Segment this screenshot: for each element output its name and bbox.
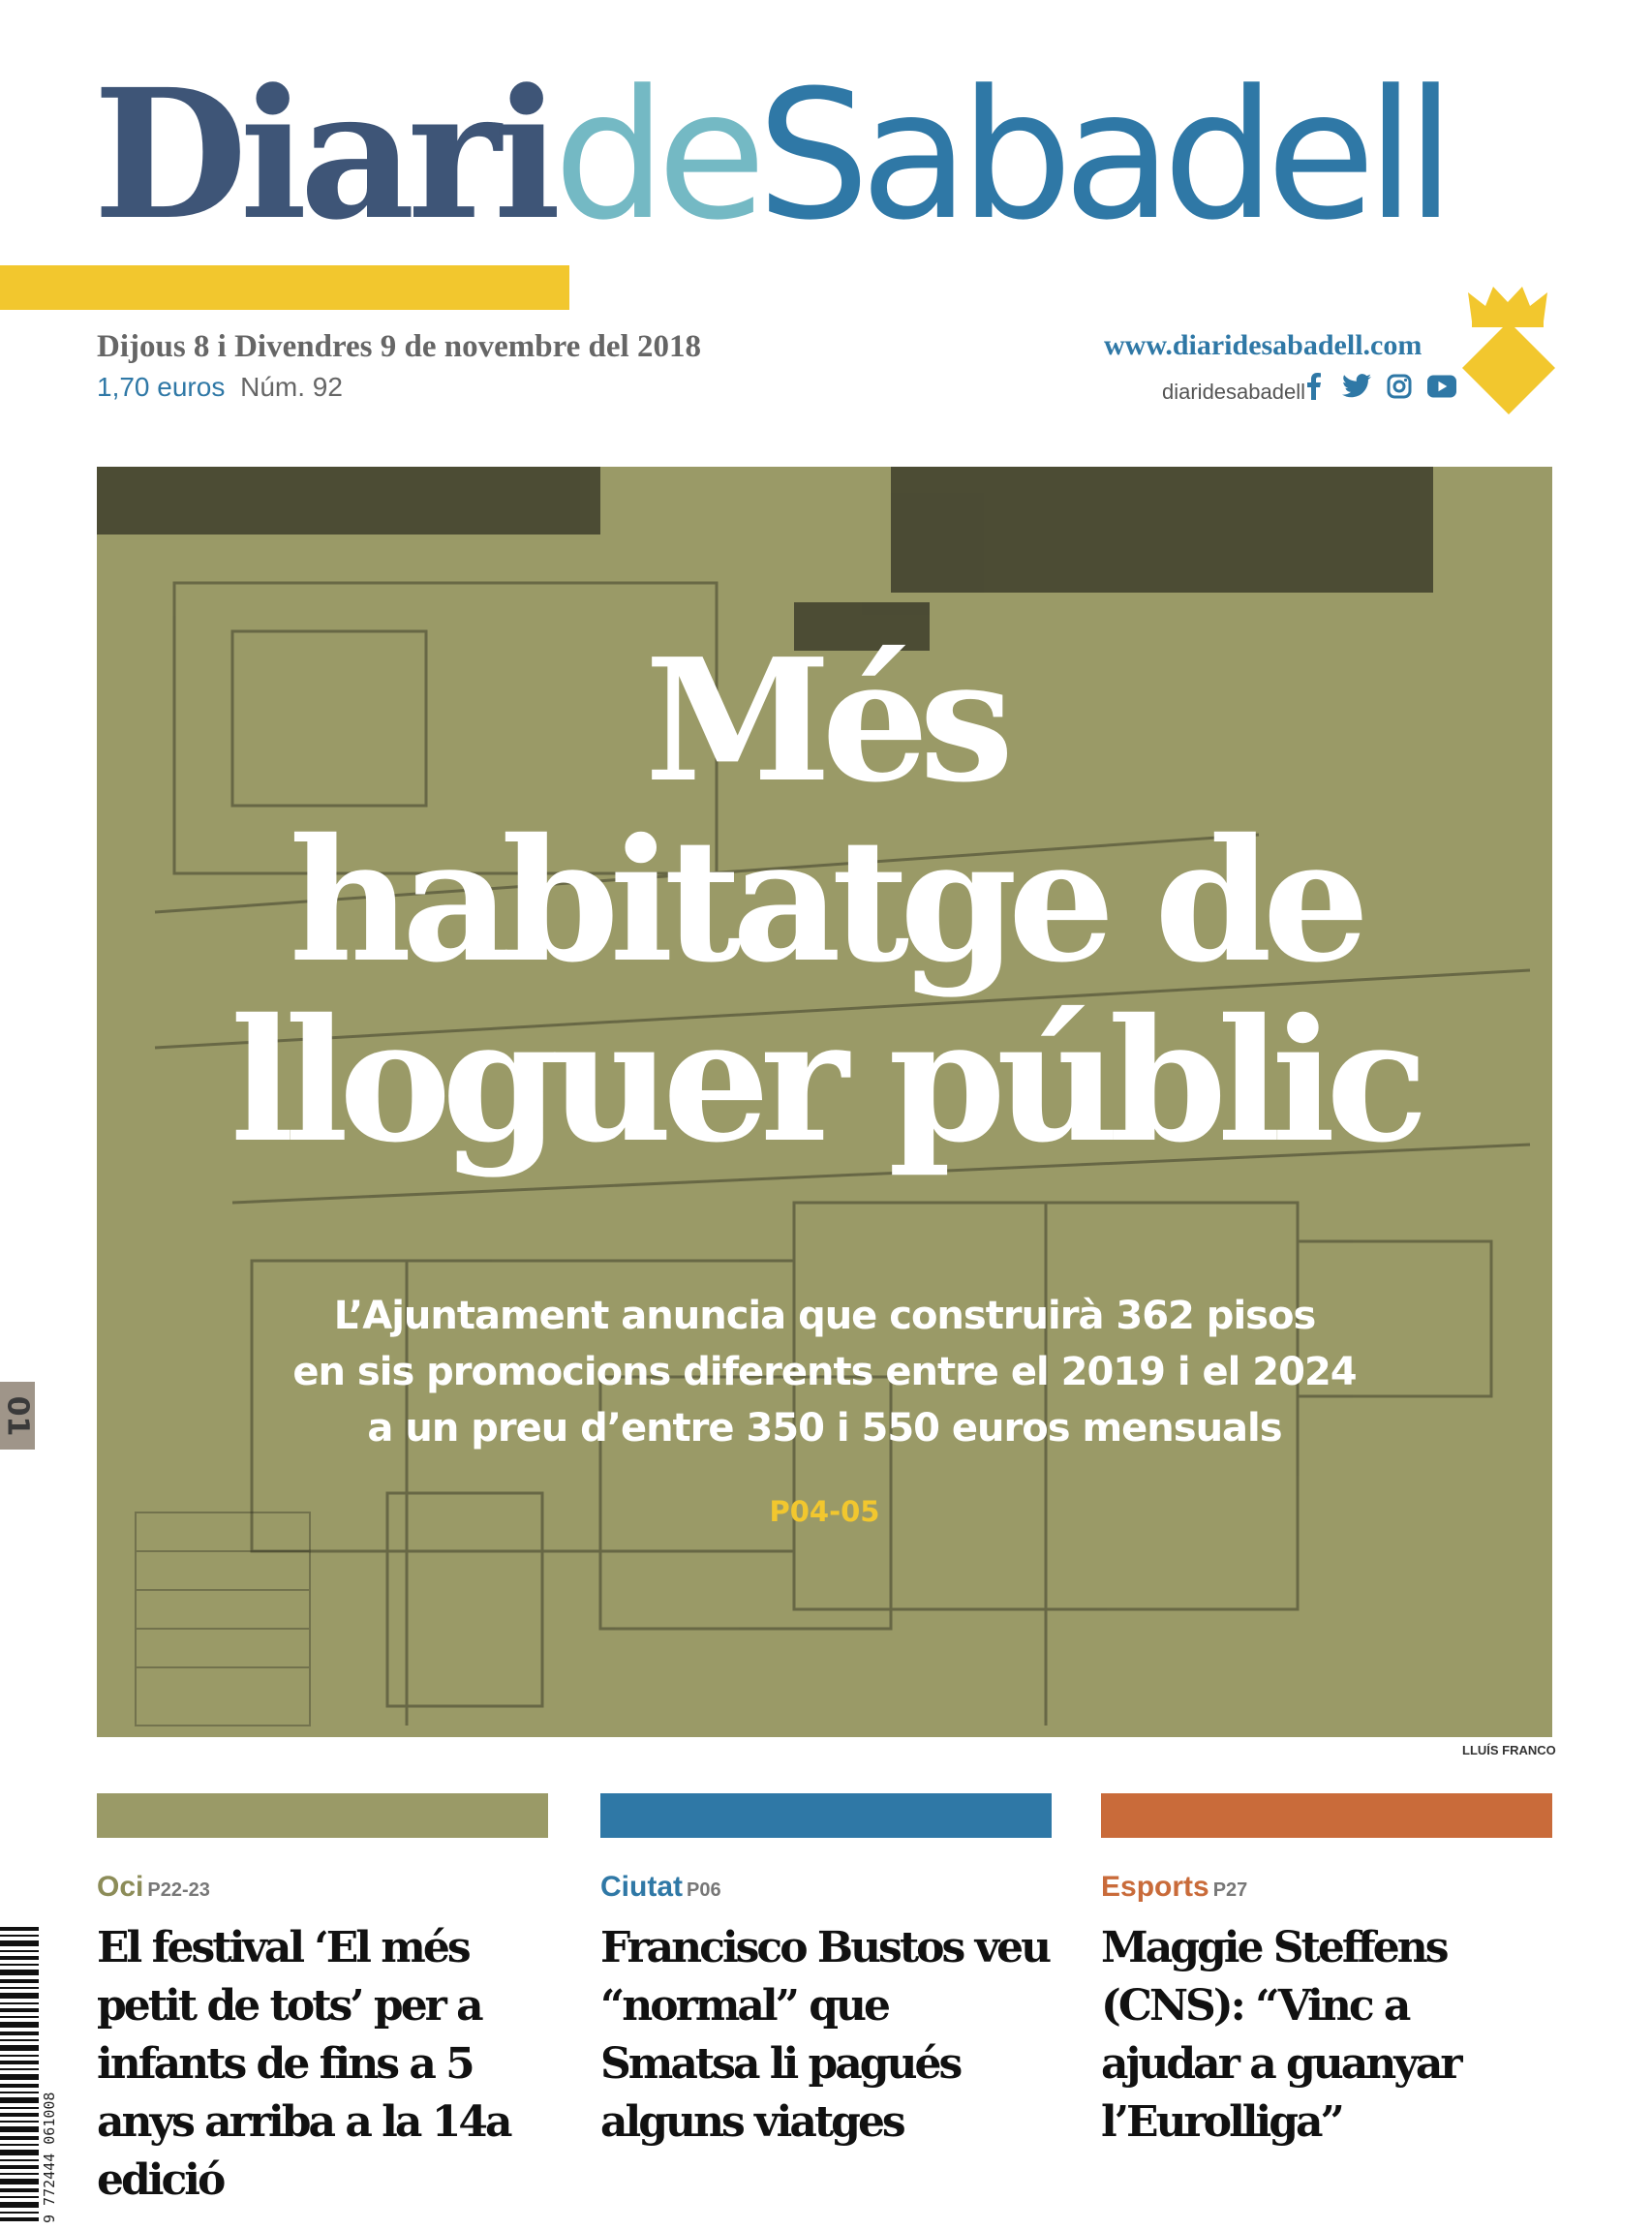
barcode-digits: 9 772444 061008 xyxy=(41,2092,58,2223)
youtube-icon[interactable] xyxy=(1427,372,1456,401)
masthead-logo xyxy=(93,48,1565,261)
masthead-sabadell: Sabadell xyxy=(756,52,1446,260)
teaser-headline[interactable]: El festival ‘El més petit de tots’ per a infants de fins a 5 anys arriba a la 14a edició xyxy=(97,1923,510,2205)
teaser-category[interactable]: Esports xyxy=(1101,1871,1209,1903)
headline-line: habitatge de xyxy=(289,803,1361,1000)
hero-image[interactable] xyxy=(97,467,1552,1737)
facebook-icon[interactable] xyxy=(1300,372,1329,401)
issue-date: Dijous 8 i Divendres 9 de novembre del 2018 xyxy=(97,329,701,364)
masthead-de: de xyxy=(553,52,757,260)
headline-line: Més xyxy=(644,623,1005,820)
website-link[interactable]: www.diaridesabadell.com xyxy=(1104,329,1423,361)
teaser-headline[interactable]: Maggie Steffens (CNS): “Vinc a ajudar a guanyar l’Eurolliga” xyxy=(1101,1923,1460,2147)
subhead-line: en sis promocions diferents entre el 2019 i el 2024 xyxy=(292,1350,1357,1394)
teaser-category-line xyxy=(97,1871,548,1904)
teaser-color-bar xyxy=(1101,1793,1552,1838)
teaser-ciutat[interactable] xyxy=(600,1793,1052,2152)
teaser-page: P27 xyxy=(1212,1879,1248,1901)
coat-of-arms-icon xyxy=(1462,321,1555,414)
headline-line: lloguer públic xyxy=(229,983,1420,1180)
teaser-headline[interactable]: Francisco Bustos veu “normal” que Smatsa li pagués alguns viatges xyxy=(600,1923,1050,2147)
issue-number: Núm. 92 xyxy=(240,372,343,402)
subheadline xyxy=(97,1288,1552,1456)
teaser-category-line xyxy=(600,1871,1052,1904)
masthead-diari: Diari xyxy=(93,50,554,260)
twitter-icon[interactable] xyxy=(1342,372,1371,401)
social-icons xyxy=(1300,372,1456,401)
teaser-category[interactable]: Ciutat xyxy=(600,1871,683,1903)
instagram-icon[interactable] xyxy=(1385,372,1414,401)
edge-page-number: 01 xyxy=(0,1395,35,1436)
teaser-esports[interactable] xyxy=(1101,1793,1552,2152)
photo-credit: LLUÍS FRANCO xyxy=(1462,1743,1556,1757)
subhead-line: L’Ajuntament anuncia que construirà 362 pisos xyxy=(333,1294,1316,1338)
social-handle: diaridesabadell xyxy=(1162,380,1305,404)
teaser-category[interactable]: Oci xyxy=(97,1871,144,1903)
hero-page-ref[interactable]: P04-05 xyxy=(769,1495,880,1528)
teaser-page: P06 xyxy=(687,1879,721,1901)
teaser-page: P22-23 xyxy=(147,1879,210,1901)
price-line xyxy=(97,372,343,403)
teaser-color-bar xyxy=(97,1793,548,1838)
main-headline[interactable] xyxy=(97,623,1552,1180)
issue-price: 1,70 euros xyxy=(97,372,226,402)
teaser-category-line xyxy=(1101,1871,1552,1904)
teaser-color-bar xyxy=(600,1793,1052,1838)
edge-page-label xyxy=(0,1382,35,1450)
crown-icon xyxy=(1464,279,1551,327)
subhead-line: a un preu d’entre 350 i 550 euros mensuals xyxy=(367,1406,1282,1451)
masthead-yellow-bar xyxy=(0,265,569,310)
teaser-oci[interactable] xyxy=(97,1793,548,2210)
